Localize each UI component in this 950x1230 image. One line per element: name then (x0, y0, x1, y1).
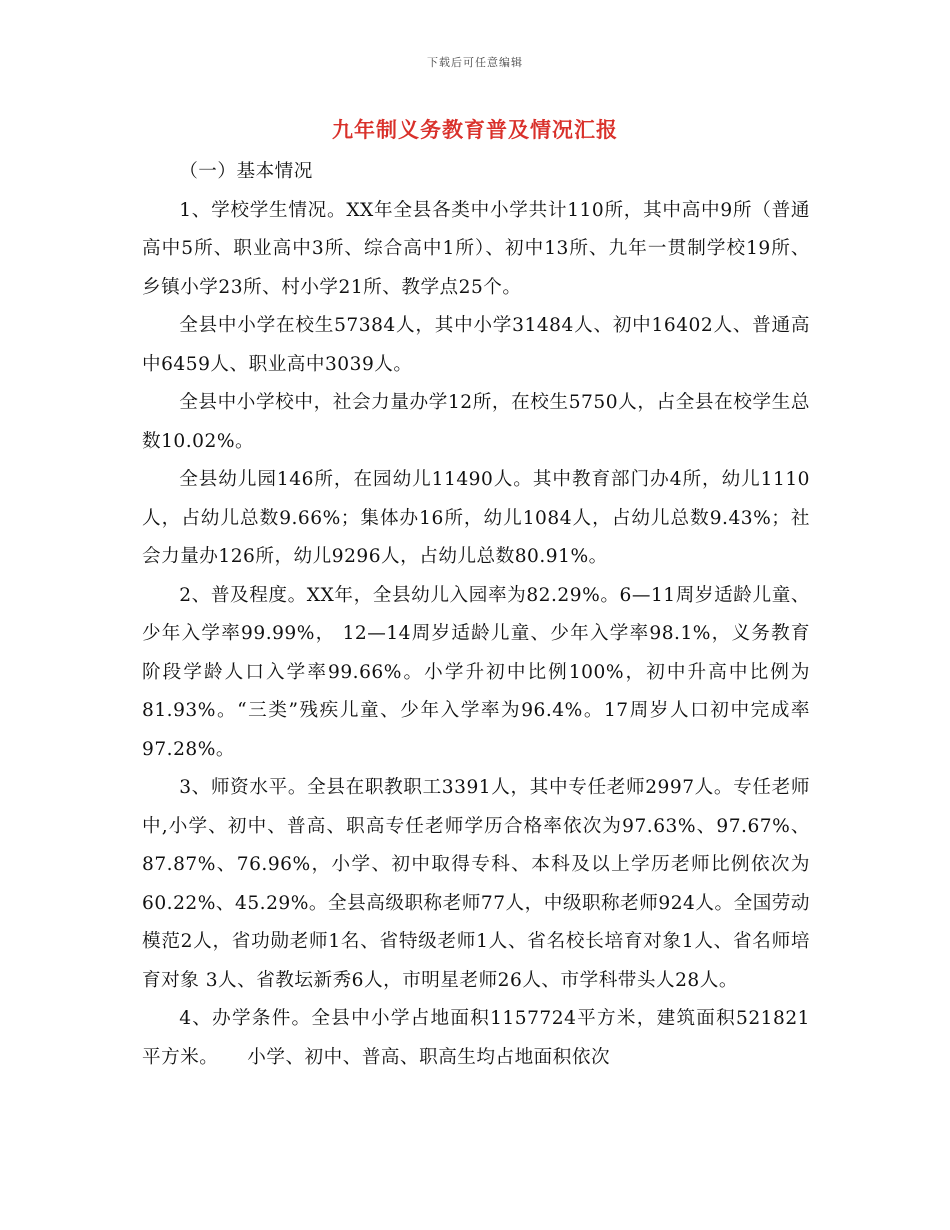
paragraph-private-schools: 全县中小学校中，社会力量办学12所，在校生5750人，占全县在校学生总数10.02%。 (142, 392, 810, 452)
document-title: 九年制义务教育普及情况汇报 (332, 117, 618, 142)
paragraph-teachers: 3、师资水平。全县在职教职工3391人，其中专任老师2997人。专任老师中,小学、初中、普高、职高专任老师学历合格率依次为97.63%、97.67%、87.87%、76.96%，小学、初中取得专科、本科及以上学历老师比例依次为60.22%、45.29%。全县高级职称老师77人，中级职称老师924人。全国劳动模范2人，省功勋老师1名、省特级老师1人、省名校长培育对象1人、省名师培育对象 3人、省教坛新秀6人，市明星老师26人、市学科带头人28人。 (142, 777, 810, 991)
paragraph-facilities: 4、办学条件。全县中小学占地面积1157724平方米，建筑面积521821平方米。 小学、初中、普高、职高生均占地面积依次 (142, 1008, 810, 1068)
page-header-note: 下载后可任意编辑 (427, 56, 523, 69)
paragraph-kindergartens: 全县幼儿园146所，在园幼儿11490人。其中教育部门办4所，幼儿1110人，占幼儿总数9.66%；集体办16所，幼儿1084人，占幼儿总数9.43%；社会力量办126所，幼儿9296人，占幼儿总数80.91%。 (142, 469, 810, 567)
section-heading-basic-situation: （一）基本情况 (179, 161, 313, 182)
paragraph-enrollment: 全县中小学在校生57384人，其中小学31484人、初中16402人、普通高中6459人、职业高中3039人。 (142, 315, 810, 375)
paragraph-school-students: 1、学校学生情况。XX年全县各类中小学共计110所，其中高中9所（普通高中5所、职业高中3所、综合高中1所）、初中13所、九年一贯制学校19所、乡镇小学23所、村小学21所、教学点25个。 (142, 199, 810, 298)
paragraph-popularization: 2、普及程度。XX年，全县幼儿入园率为82.29%。6—11周岁适龄儿童、少年入学率99.99%， 12—14周岁适龄儿童、少年入学率98.1%，义务教育阶段学龄人口入学率99.66%。小学升初中比例100%，初中升高中比例为81.93%。“三类”残疾儿童、少年入学率为96.4%。17周岁人口初中完成率97.28%。 (142, 584, 810, 760)
document-body (142, 153, 810, 1077)
